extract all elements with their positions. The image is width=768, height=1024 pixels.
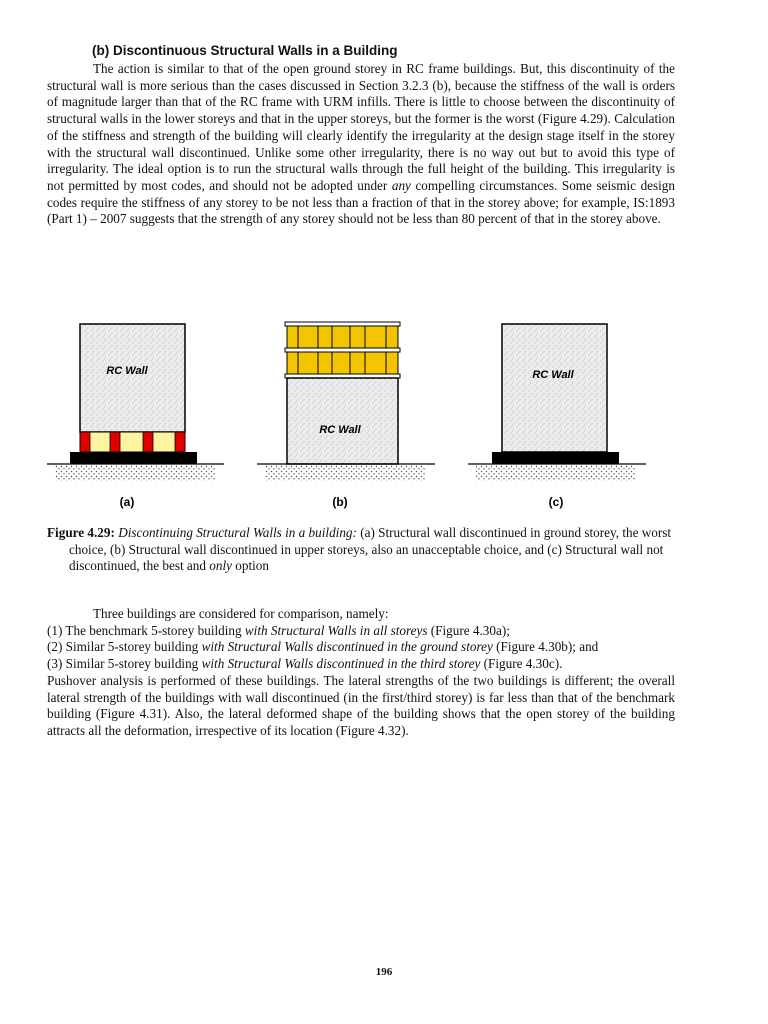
caption-text-1: (a) Structural wall discontinued in ground storey, the worst choice, (b) Structural wall discontinued in upper storeys, also an unacceptable choice, and (c) Structural wall not discontinued, the best and <box>69 525 672 574</box>
paragraph-emphasis: any <box>391 177 411 193</box>
caption-label: Figure 4.29: <box>47 525 115 540</box>
section-heading: (b) Discontinuous Structural Walls in a Building <box>92 43 398 58</box>
building-a <box>47 324 224 481</box>
closing-paragraph: Pushover analysis is performed of these buildings. The lateral strengths of the two buildings is different; the overall lateral strength of the buildings with wall discontinued (in the first/third storey) is far less than that of the benchmark building (Figure 4.31). Also, the lateral deformed shape of the building shows that the open storey of the building attracts all the deformation, irrespective of its location (Figure 4.32). <box>47 672 675 738</box>
figure-label-c: (c) <box>548 495 564 509</box>
wall-label-b: RC Wall <box>319 424 361 436</box>
page-number: 196 <box>375 966 393 978</box>
rc-wall-c <box>502 324 607 452</box>
soil-b <box>265 465 425 481</box>
figure-illustration <box>0 300 768 520</box>
building-c <box>468 324 646 481</box>
figure-label-a: (a) <box>119 495 135 509</box>
wall-label-c: RC Wall <box>532 369 574 381</box>
caption-text-2: option <box>232 558 269 574</box>
rc-wall-b <box>287 378 398 464</box>
figure-caption <box>47 525 675 575</box>
column-a3 <box>143 432 153 452</box>
soil-a <box>55 465 215 481</box>
list-item-1: (1) The benchmark 5-storey building with Structural Walls in all storeys (Figure 4.30a); <box>47 622 510 638</box>
wall-label-a: RC Wall <box>106 365 148 377</box>
foundation-a <box>70 452 197 464</box>
paragraph-text-2: compelling circumstances. Some seismic design codes require the stiffness of any storey to be not less than a fraction of that in the storey above; for example, IS:1893 (Part 1) – 2007 suggests that the strength of any storey should not be less than 80 percent of that in the storey above. <box>47 177 675 227</box>
column-a4 <box>175 432 185 452</box>
list-item-2: (2) Similar 5-storey building with Structural Walls discontinued in the ground storey (Figure 4.30b); and <box>47 639 599 655</box>
open-storey-a <box>80 432 185 452</box>
caption-title: Discontinuing Structural Walls in a building: <box>118 525 357 540</box>
slab-b2 <box>285 348 400 352</box>
caption-emphasis: only <box>209 558 232 574</box>
rc-wall-a <box>80 324 185 432</box>
slab-b1 <box>285 322 400 326</box>
foundation-c <box>492 452 619 464</box>
body-paragraph <box>47 61 675 228</box>
building-b <box>257 322 435 481</box>
figure-4-29 <box>0 300 768 520</box>
soil-c <box>476 465 636 481</box>
column-a1 <box>80 432 90 452</box>
column-a2 <box>110 432 120 452</box>
list-item-3: (3) Similar 5-storey building with Structural Walls discontinued in the third storey (Figure 4.30c). <box>47 656 563 672</box>
comparison-section <box>47 606 675 740</box>
list-intro: Three buildings are considered for comparison, namely: <box>93 606 389 621</box>
figure-label-b: (b) <box>332 495 348 509</box>
paragraph-text-1: The action is similar to that of the open ground storey in RC frame buildings. But, this discontinuity of the structural wall is more serious than the cases discussed in Section 3.2.3 (b), because the stiffness of the wall is orders of magnitude larger than that of the RC frame with URM infills. There is little to choose between the discontinuity of structural walls in the lower storeys and that in the upper storeys, but the former is the worst (Figure 4.29). Calculation of the stiffness and strength of the building will clearly identify the irregularity at the design stage itself in the storey with the structural wall discontinued. Unlike some other irregularity, there is no way out but to avoid this type of irregularity. The ideal option is to run the structural walls through the full height of the building. This irregularity is not permitted by most codes, and should not be adopted under <box>47 61 675 193</box>
